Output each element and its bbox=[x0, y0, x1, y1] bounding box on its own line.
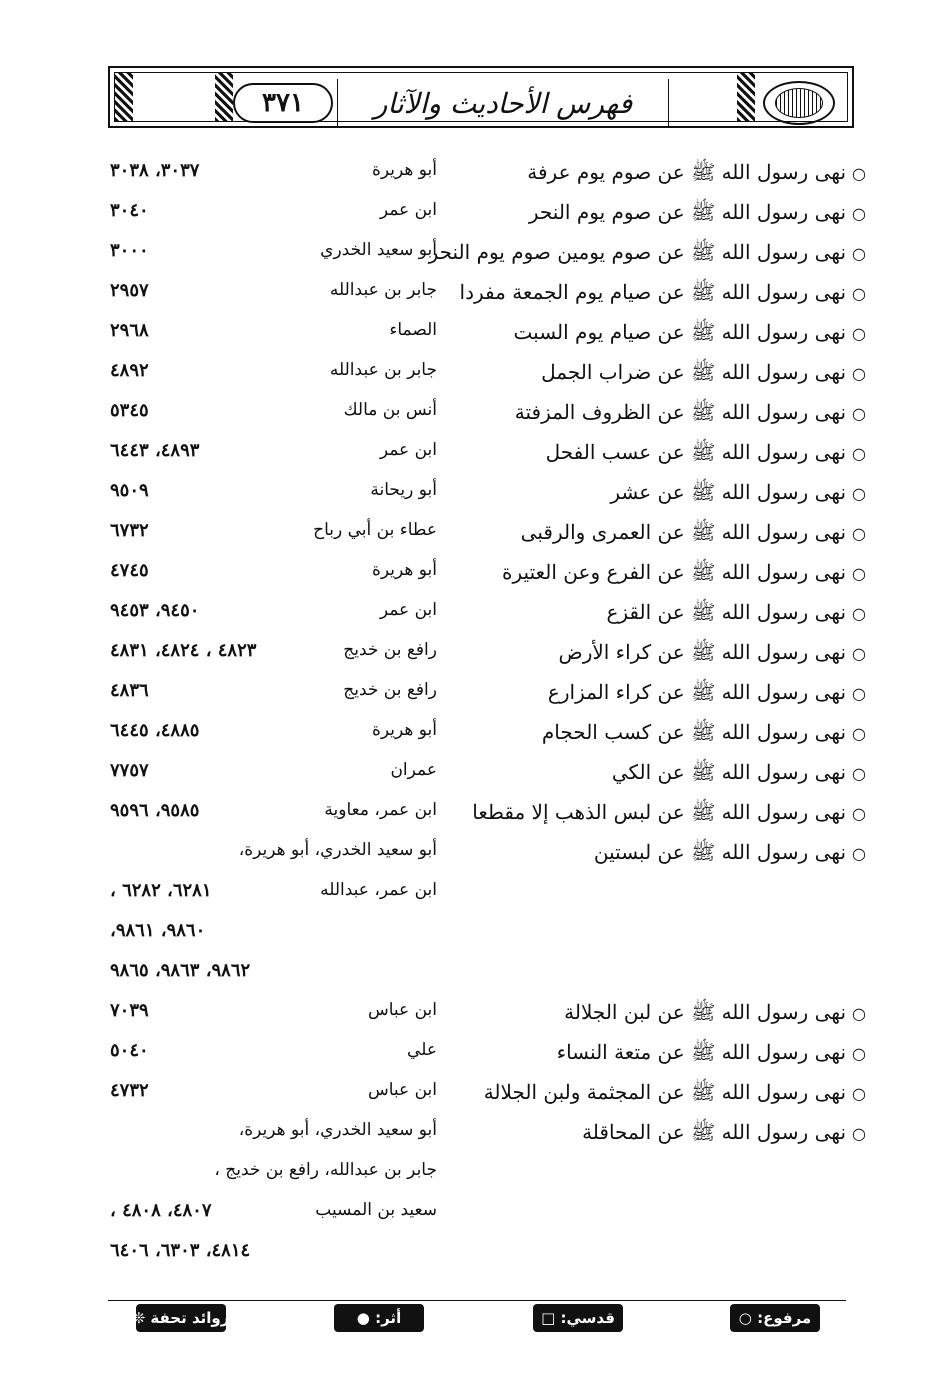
narrator: عطاء بن أبي رباح bbox=[313, 520, 437, 540]
hadith-text bbox=[557, 1040, 866, 1069]
book-emblem-icon bbox=[763, 81, 835, 125]
hadith-numbers: ٤٨٩٢ bbox=[110, 360, 149, 381]
hadith-text bbox=[515, 400, 866, 429]
hadith-numbers: ٤٧٤٥ bbox=[110, 560, 149, 581]
legend-zawaid: زوائد تحفة ❊ bbox=[136, 1304, 226, 1332]
hadith-text bbox=[612, 760, 866, 789]
hadith-text bbox=[529, 200, 866, 229]
hadith-label: نهى رسول الله ﷺ عن ضراب الجمل bbox=[541, 360, 847, 384]
hadith-text bbox=[606, 600, 866, 629]
narrator: عمران bbox=[390, 760, 437, 780]
marfu-bullet-icon: ○ bbox=[852, 644, 866, 663]
narrator: ابن عباس bbox=[367, 1000, 437, 1020]
hadith-numbers: ٧٠٣٩ bbox=[110, 1000, 149, 1021]
legend-athar: أثر: ● bbox=[334, 1304, 424, 1332]
legend-marfu: مرفوع: ○ bbox=[730, 1304, 820, 1332]
hadith-label: نهى رسول الله ﷺ عن الكي bbox=[611, 760, 847, 784]
hadith-text bbox=[541, 360, 866, 389]
hadith-text bbox=[582, 1120, 866, 1149]
narrator: ابن عمر bbox=[379, 600, 437, 620]
hadith-numbers: ٤٨١٤، ٦٣٠٣، ٦٤٠٦ bbox=[110, 1240, 251, 1261]
index-entry bbox=[0, 800, 942, 840]
marfu-bullet-icon: ○ bbox=[852, 444, 866, 463]
narrator: جابر بن عبدالله bbox=[329, 280, 437, 300]
hadith-label: نهى رسول الله ﷺ عن العمرى والرقبى bbox=[520, 520, 847, 544]
hadith-text bbox=[502, 560, 866, 589]
hadith-label: نهى رسول الله ﷺ عن المحاقلة bbox=[582, 1120, 847, 1144]
marfu-bullet-icon: ○ bbox=[852, 684, 866, 703]
hadith-label: نهى رسول الله ﷺ عن كراء المزارع bbox=[547, 680, 847, 704]
hadith-label: نهى رسول الله ﷺ عن صوم يوم النحر bbox=[528, 200, 847, 224]
legend-qudsi: قدسي: □ bbox=[533, 1304, 623, 1332]
index-entry bbox=[0, 1160, 942, 1200]
hadith-label: نهى رسول الله ﷺ عن الفرع وعن العتيرة bbox=[502, 560, 847, 584]
index-entry bbox=[0, 200, 942, 240]
marfu-bullet-icon: ○ bbox=[852, 804, 866, 823]
hadith-text bbox=[514, 320, 866, 349]
marfu-bullet-icon: ○ bbox=[852, 204, 866, 223]
index-entry bbox=[0, 480, 942, 520]
narrator: ابن عمر bbox=[379, 200, 437, 220]
marfu-bullet-icon: ○ bbox=[852, 564, 866, 583]
narrator: الصماء bbox=[389, 320, 437, 340]
hadith-label: نهى رسول الله ﷺ عن لبستين bbox=[593, 840, 847, 864]
hadith-numbers: ٥٠٤٠ bbox=[110, 1040, 149, 1061]
hadith-text bbox=[429, 240, 866, 269]
marfu-bullet-icon: ○ bbox=[852, 1084, 866, 1103]
marfu-bullet-icon: ○ bbox=[852, 484, 866, 503]
hadith-text bbox=[542, 720, 866, 749]
marfu-bullet-icon: ○ bbox=[852, 1044, 866, 1063]
hadith-label: نهى رسول الله ﷺ عن صوم يوم عرفة bbox=[527, 160, 847, 184]
page-title: فهرس الأحاديث والآثار bbox=[337, 79, 669, 127]
narrator: علي bbox=[407, 1040, 437, 1060]
marfu-bullet-icon: ○ bbox=[852, 324, 866, 343]
narrator: ابن عباس bbox=[367, 1080, 437, 1100]
hadith-numbers: ٦٧٣٢ bbox=[110, 520, 149, 541]
index-entry bbox=[0, 440, 942, 480]
hadith-numbers: ٤٨٠٧، ٤٨٠٨ ، bbox=[110, 1200, 212, 1221]
hadith-numbers: ٣٠٠٠ bbox=[110, 240, 149, 261]
marfu-bullet-icon: ○ bbox=[852, 1124, 866, 1143]
footer-divider bbox=[108, 1300, 846, 1301]
narrator: أبو سعيد الخدري، أبو هريرة، bbox=[238, 1120, 437, 1140]
hadith-numbers: ٩٥٠٩ bbox=[110, 480, 149, 501]
index-entry bbox=[0, 600, 942, 640]
hadith-label: نهى رسول الله ﷺ عن متعة النساء bbox=[556, 1040, 847, 1064]
index-entry bbox=[0, 560, 942, 600]
hadith-label: نهى رسول الله ﷺ عن لبن الجلالة bbox=[564, 1000, 847, 1024]
marfu-bullet-icon: ○ bbox=[852, 284, 866, 303]
index-entry bbox=[0, 720, 942, 760]
hadith-label: نهى رسول الله ﷺ عن صوم يومين صوم يوم النحر bbox=[428, 240, 847, 264]
hadith-label: نهى رسول الله ﷺ عن عسب الفحل bbox=[545, 440, 847, 464]
hadith-numbers: ٥٣٤٥ bbox=[110, 400, 149, 421]
hadith-numbers: ٢٩٥٧ bbox=[110, 280, 149, 301]
index-entry bbox=[0, 1080, 942, 1120]
narrator: أبو سعيد الخدري، أبو هريرة، bbox=[238, 840, 437, 860]
narrator: أبو هريرة bbox=[371, 720, 437, 740]
hadith-numbers: ٦٢٨١، ٦٢٨٢ ، bbox=[110, 880, 212, 901]
hadith-numbers: ٢٩٦٨ bbox=[110, 320, 149, 341]
index-entry bbox=[0, 400, 942, 440]
index-entry bbox=[0, 240, 942, 280]
narrator: ابن عمر، عبدالله bbox=[320, 880, 437, 900]
hadith-numbers: ٩٨٦٠، ٩٨٦١، bbox=[110, 920, 206, 941]
index-entry bbox=[0, 1200, 942, 1240]
narrator: ابن عمر، معاوية bbox=[324, 800, 437, 820]
page-number: ٣٧١ bbox=[233, 83, 333, 123]
index-entry bbox=[0, 960, 942, 1000]
marfu-bullet-icon: ○ bbox=[852, 1004, 866, 1023]
narrator: رافع بن خديج bbox=[343, 640, 437, 660]
index-entry bbox=[0, 1120, 942, 1160]
hadith-text bbox=[484, 1080, 866, 1109]
narrator: سعيد بن المسيب bbox=[315, 1200, 437, 1220]
marfu-bullet-icon: ○ bbox=[852, 244, 866, 263]
hadith-label: نهى رسول الله ﷺ عن كسب الحجام bbox=[541, 720, 847, 744]
index-entry bbox=[0, 640, 942, 680]
hadith-label: نهى رسول الله ﷺ عن صيام يوم السبت bbox=[513, 320, 847, 344]
hadith-text bbox=[610, 480, 866, 509]
hadith-text bbox=[521, 520, 866, 549]
marfu-bullet-icon: ○ bbox=[852, 764, 866, 783]
marfu-bullet-icon: ○ bbox=[852, 364, 866, 383]
marfu-bullet-icon: ○ bbox=[852, 844, 866, 863]
narrator: أنس بن مالك bbox=[343, 400, 437, 420]
narrator: أبو ريحانة bbox=[370, 480, 437, 500]
index-entry bbox=[0, 840, 942, 880]
narrator: أبو سعيد الخدري bbox=[320, 240, 437, 260]
index-entry bbox=[0, 320, 942, 360]
index-entry bbox=[0, 1000, 942, 1040]
index-entry bbox=[0, 760, 942, 800]
page-header bbox=[108, 66, 854, 128]
hadith-numbers: ٤٨٣٦ bbox=[110, 680, 149, 701]
hadith-numbers: ٣٠٤٠ bbox=[110, 200, 149, 221]
narrator: رافع بن خديج bbox=[343, 680, 437, 700]
marfu-bullet-icon: ○ bbox=[852, 524, 866, 543]
hadith-label: نهى رسول الله ﷺ عن كراء الأرض bbox=[558, 640, 847, 664]
index-entry bbox=[0, 1040, 942, 1080]
narrator: جابر بن عبدالله bbox=[329, 360, 437, 380]
hadith-numbers: ٩٥٨٥، ٩٥٩٦ bbox=[110, 800, 200, 821]
index-entry bbox=[0, 920, 942, 960]
index-entry bbox=[0, 1240, 942, 1280]
hadith-numbers: ٧٧٥٧ bbox=[110, 760, 149, 781]
hadith-text bbox=[460, 280, 866, 309]
hadith-text bbox=[594, 840, 866, 869]
hadith-label: نهى رسول الله ﷺ عن الظروف المزفتة bbox=[514, 400, 847, 424]
ornament-mid-left bbox=[215, 73, 233, 121]
index-entry bbox=[0, 520, 942, 560]
hadith-text bbox=[548, 680, 866, 709]
hadith-label: نهى رسول الله ﷺ عن لبس الذهب إلا مقطعا bbox=[472, 800, 847, 824]
index-entry bbox=[0, 360, 942, 400]
index-entry bbox=[0, 280, 942, 320]
hadith-label: نهى رسول الله ﷺ عن القزع bbox=[606, 600, 847, 624]
narrator: أبو هريرة bbox=[371, 160, 437, 180]
hadith-label: نهى رسول الله ﷺ عن المجثمة ولبن الجلالة bbox=[483, 1080, 847, 1104]
marfu-bullet-icon: ○ bbox=[852, 164, 866, 183]
ornament-left bbox=[115, 73, 133, 121]
ornament-mid-right bbox=[737, 73, 755, 121]
hadith-numbers: ٩٤٥٠، ٩٤٥٣ bbox=[110, 600, 200, 621]
hadith-numbers: ٣٠٣٧، ٣٠٣٨ bbox=[110, 160, 200, 181]
hadith-numbers: ٩٨٦٢، ٩٨٦٣، ٩٨٦٥ bbox=[110, 960, 251, 981]
hadith-label: نهى رسول الله ﷺ عن عشر bbox=[610, 480, 847, 504]
index-entry bbox=[0, 160, 942, 200]
narrator: ابن عمر bbox=[379, 440, 437, 460]
hadith-text bbox=[559, 640, 866, 669]
hadith-text bbox=[546, 440, 866, 469]
index-entry bbox=[0, 680, 942, 720]
hadith-numbers: ٤٧٣٢ bbox=[110, 1080, 149, 1101]
index-entry bbox=[0, 880, 942, 920]
narrator: أبو هريرة bbox=[371, 560, 437, 580]
marfu-bullet-icon: ○ bbox=[852, 724, 866, 743]
narrator: جابر بن عبدالله، رافع بن خديج ، bbox=[214, 1160, 437, 1180]
hadith-numbers: ٤٨٨٥، ٦٤٤٥ bbox=[110, 720, 200, 741]
hadith-label: نهى رسول الله ﷺ عن صيام يوم الجمعة مفردا bbox=[459, 280, 847, 304]
hadith-text bbox=[564, 1000, 866, 1029]
hadith-text bbox=[527, 160, 866, 189]
marfu-bullet-icon: ○ bbox=[852, 404, 866, 423]
hadith-numbers: ٤٨٢٣ ، ٤٨٢٤، ٤٨٣١ bbox=[110, 640, 257, 661]
hadith-numbers: ٤٨٩٣، ٦٤٤٣ bbox=[110, 440, 200, 461]
hadith-text bbox=[472, 800, 866, 829]
header-frame bbox=[114, 72, 848, 122]
marfu-bullet-icon: ○ bbox=[852, 604, 866, 623]
